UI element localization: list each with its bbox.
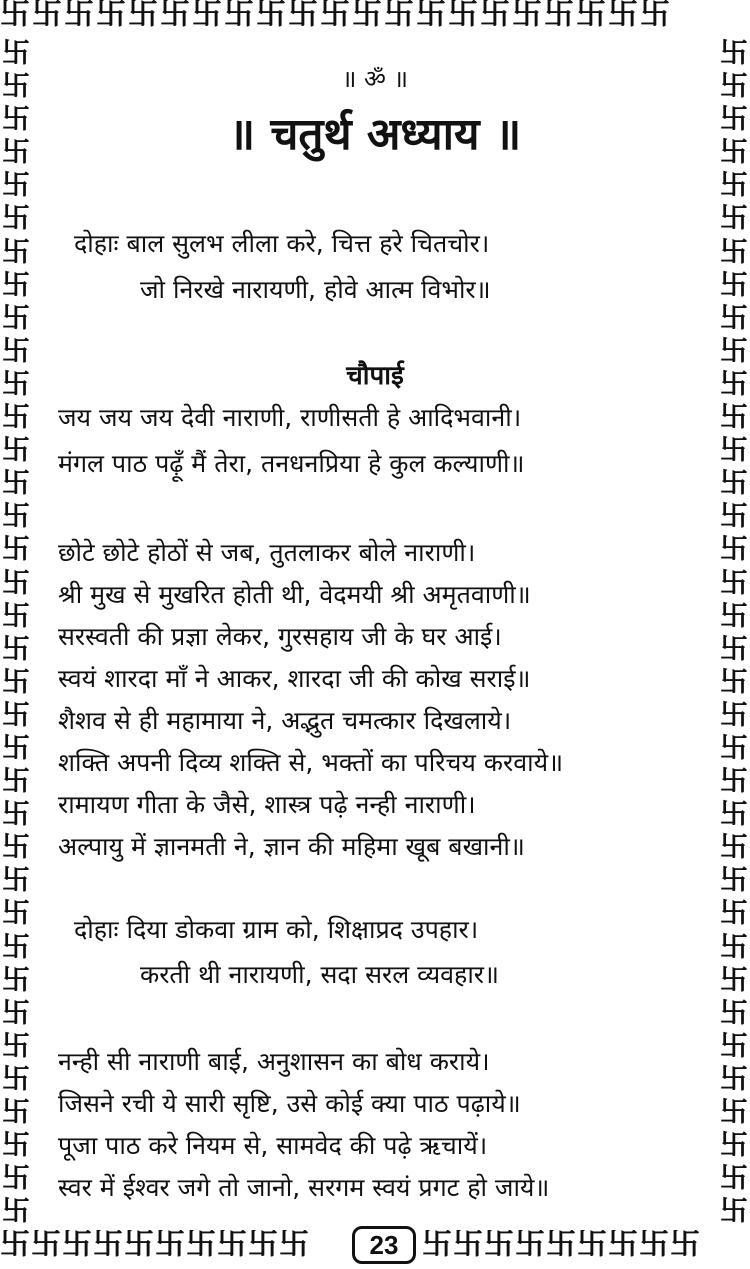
swastika-icon: 卐 bbox=[719, 730, 748, 764]
swastika-icon: 卐 bbox=[719, 797, 748, 831]
swastika-icon: 卐 bbox=[1, 896, 30, 930]
swastika-icon: 卐 bbox=[1, 929, 30, 963]
chaupai1-line1: जय जय जय देवी नाराणी, राणीसती हे आदिभवानी। bbox=[58, 403, 522, 432]
swastika-icon: 卐 bbox=[719, 366, 748, 400]
doha2-line1: दोहाः दिया डोकवा ग्राम को, शिक्षाप्रद उपहार। bbox=[74, 915, 479, 944]
swastika-icon: 卐 bbox=[719, 664, 748, 698]
swastika-icon: 卐 bbox=[1, 797, 30, 831]
swastika-icon: 卐 bbox=[1, 102, 30, 136]
chaupai2-line1: छोटे छोटे होठों से जब, तुतलाकर बोले नाराणी। bbox=[58, 538, 476, 567]
swastika-icon: 卐 bbox=[719, 830, 748, 864]
chaupai2-line3: सरस्वती की प्रज्ञा लेकर, गुरसहाय जी के घर आई। bbox=[58, 622, 502, 651]
border-top-swastika-icons: 卐卐卐卐卐卐卐卐卐卐卐卐卐卐卐卐卐卐卐卐卐 bbox=[0, 0, 672, 32]
swastika-icon: 卐 bbox=[1, 1028, 30, 1062]
swastika-icon: 卐 bbox=[1, 300, 30, 334]
chaupai2-line2: श्री मुख से मुखरित होती थी, वेदमयी श्री अमृतवाणी॥ bbox=[58, 580, 531, 609]
chaupai3-line4: स्वर में ईश्वर जगे तो जानो, सरगम स्वयं प्रगट हो जाये॥ bbox=[58, 1173, 550, 1202]
swastika-icon: 卐 bbox=[719, 102, 748, 136]
swastika-icon: 卐 bbox=[719, 1028, 748, 1062]
swastika-icon: 卐 bbox=[719, 36, 748, 69]
swastika-icon: 卐 bbox=[1, 631, 30, 665]
swastika-icon: 卐 bbox=[1, 532, 30, 566]
swastika-icon: 卐 bbox=[719, 565, 748, 599]
chaupai2-line8: अल्पायु में ज्ञानमती ने, ज्ञान की महिमा खूब बखानी॥ bbox=[58, 832, 525, 861]
swastika-icon: 卐 bbox=[719, 1061, 748, 1095]
swastika-icon: 卐 bbox=[1, 1161, 30, 1195]
chaupai3-line1: नन्ही सी नाराणी बाई, अनुशासन का बोध कराये। bbox=[58, 1047, 490, 1076]
swastika-icon: 卐 bbox=[1, 1061, 30, 1095]
swastika-icon: 卐 bbox=[1, 1095, 30, 1128]
swastika-icon: 卐 bbox=[719, 1161, 748, 1195]
border-bottom-left-swastika-icons: 卐卐卐卐卐卐卐卐卐卐 bbox=[0, 1230, 310, 1262]
swastika-icon: 卐 bbox=[1, 499, 30, 533]
page-content bbox=[40, 40, 710, 1220]
swastika-icon: 卐 bbox=[1, 764, 30, 798]
swastika-icon: 卐 bbox=[719, 69, 748, 103]
page-number: 23 bbox=[352, 1226, 416, 1264]
swastika-icon: 卐 bbox=[719, 234, 748, 268]
doha1-line1: दोहाः बाल सुलभ लीला करे, चित्त हरे चितचोर। bbox=[74, 229, 490, 258]
swastika-icon: 卐 bbox=[1, 433, 30, 467]
swastika-icon: 卐 bbox=[719, 929, 748, 963]
swastika-icon: 卐 bbox=[719, 631, 748, 665]
swastika-icon: 卐 bbox=[1, 234, 30, 268]
swastika-icon: 卐 bbox=[1, 400, 30, 434]
swastika-icon: 卐 bbox=[1, 664, 30, 698]
swastika-icon: 卐 bbox=[1, 863, 30, 897]
swastika-icon: 卐 bbox=[719, 697, 748, 731]
swastika-icon: 卐 bbox=[719, 598, 748, 632]
swastika-icon: 卐 bbox=[719, 135, 748, 169]
swastika-icon: 卐 bbox=[719, 400, 748, 434]
swastika-icon: 卐 bbox=[1, 962, 30, 996]
swastika-icon: 卐 bbox=[719, 499, 748, 533]
border-bottom-right-swastika-icons: 卐卐卐卐卐卐卐卐卐 bbox=[422, 1230, 701, 1262]
swastika-icon: 卐 bbox=[719, 466, 748, 500]
swastika-icon: 卐 bbox=[1, 69, 30, 103]
swastika-icon: 卐 bbox=[719, 764, 748, 798]
swastika-icon: 卐 bbox=[1, 565, 30, 599]
swastika-icon: 卐 bbox=[719, 1128, 748, 1162]
om-invocation: ॥ ॐ ॥ bbox=[342, 65, 408, 93]
swastika-icon: 卐 bbox=[719, 896, 748, 930]
swastika-icon: 卐 bbox=[719, 863, 748, 897]
swastika-icon: 卐 bbox=[719, 333, 748, 367]
chaupai2-line7: रामायण गीता के जैसे, शास्त्र पढ़े नन्ही नाराणी। bbox=[58, 790, 476, 819]
swastika-icon: 卐 bbox=[1, 1194, 30, 1228]
swastika-icon: 卐 bbox=[1, 1128, 30, 1162]
swastika-icon: 卐 bbox=[1, 333, 30, 367]
chaupai2-line4: स्वयं शारदा माँ ने आकर, शारदा जी की कोख सराई॥ bbox=[58, 664, 531, 693]
chaupai2-line5: शैशव से ही महामाया ने, अद्भुत चमत्कार दिखलाये। bbox=[58, 706, 512, 735]
swastika-icon: 卐 bbox=[719, 995, 748, 1029]
border-left-swastika-icons bbox=[0, 36, 32, 1230]
swastika-icon: 卐 bbox=[1, 201, 30, 235]
chaupai3-line3: पूजा पाठ करे नियम से, सामवेद की पढ़े ऋचायें। bbox=[58, 1131, 488, 1160]
swastika-icon: 卐 bbox=[719, 168, 748, 202]
doha2-line2: करती थी नारायणी, सदा सरल व्यवहार॥ bbox=[140, 960, 500, 989]
swastika-icon: 卐 bbox=[719, 267, 748, 301]
swastika-icon: 卐 bbox=[719, 201, 748, 235]
swastika-icon: 卐 bbox=[719, 532, 748, 566]
chaupai1-line2: मंगल पाठ पढ़ूँ मैं तेरा, तनधनप्रिया हे कुल कल्याणी॥ bbox=[58, 449, 525, 478]
swastika-icon: 卐 bbox=[1, 366, 30, 400]
swastika-icon: 卐 bbox=[719, 962, 748, 996]
swastika-icon: 卐 bbox=[1, 466, 30, 500]
swastika-icon: 卐 bbox=[1, 267, 30, 301]
swastika-icon: 卐 bbox=[1, 697, 30, 731]
border-right-swastika-icons bbox=[718, 36, 750, 1230]
swastika-icon: 卐 bbox=[1, 730, 30, 764]
swastika-icon: 卐 bbox=[719, 1095, 748, 1128]
swastika-icon: 卐 bbox=[1, 995, 30, 1029]
swastika-icon: 卐 bbox=[1, 135, 30, 169]
swastika-icon: 卐 bbox=[719, 433, 748, 467]
chaupai2-line6: शक्ति अपनी दिव्य शक्ति से, भक्तों का परिचय करवाये॥ bbox=[58, 748, 564, 777]
swastika-icon: 卐 bbox=[719, 1194, 748, 1228]
swastika-icon: 卐 bbox=[1, 168, 30, 202]
swastika-icon: 卐 bbox=[1, 830, 30, 864]
doha1-line2: जो निरखे नारायणी, होवे आत्म विभोर॥ bbox=[140, 275, 491, 304]
swastika-icon: 卐 bbox=[1, 36, 30, 69]
chapter-title: ॥ चतुर्थ अध्याय ॥ bbox=[228, 109, 522, 160]
chaupai-heading: चौपाई bbox=[346, 361, 404, 391]
swastika-icon: 卐 bbox=[719, 300, 748, 334]
swastika-icon: 卐 bbox=[1, 598, 30, 632]
chaupai3-line2: जिसने रची ये सारी सृष्टि, उसे कोई क्या पाठ पढ़ाये॥ bbox=[58, 1089, 521, 1118]
